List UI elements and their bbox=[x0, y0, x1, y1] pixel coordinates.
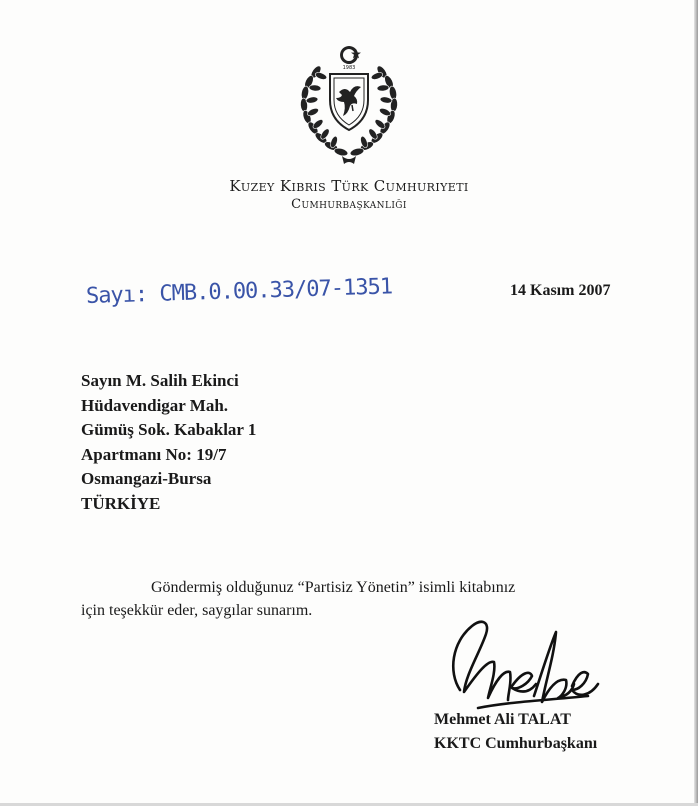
signatory-name: Mehmet Ali TALAT bbox=[434, 711, 571, 728]
signatory-title: KKTC Cumhurbaşkanı bbox=[434, 735, 598, 752]
body-line-2: için teşekkür eder, saygılar sunarım. bbox=[81, 602, 313, 619]
signatory-block bbox=[434, 708, 597, 756]
address-line: Osmangazi-Bursa bbox=[81, 469, 212, 489]
letter-date: 14 Kasım 2007 bbox=[510, 282, 611, 299]
org-office: Cumhurbaşkanlığı bbox=[291, 197, 407, 212]
address-line: Sayın M. Salih Ekinci bbox=[81, 371, 239, 390]
letterhead-org-line-1 bbox=[0, 177, 698, 195]
handwritten-reference-number: Sayı: CMB.0.00.33/07-1351 bbox=[85, 274, 393, 309]
address-line: TÜRKİYE bbox=[81, 493, 161, 513]
org-name: Kuzey Kıbrıs Türk Cumhuriyeti bbox=[229, 177, 469, 195]
address-line: Apartmanı No: 19/7 bbox=[81, 444, 227, 464]
recipient-address bbox=[81, 369, 256, 517]
address-line: Gümüş Sok. Kabaklar 1 bbox=[81, 420, 257, 440]
emblem-year: 1983 bbox=[342, 65, 356, 71]
handwritten-signature bbox=[438, 612, 613, 722]
address-line: Hüdavendigar Mah. bbox=[81, 395, 229, 415]
body-line-1: Göndermiş olduğunuz “Partisiz Yönetin” isimli kitabınız bbox=[151, 579, 516, 596]
paper-edge-shadow bbox=[694, 0, 698, 806]
presidential-emblem-icon bbox=[290, 44, 408, 168]
letterhead-org-line-2 bbox=[0, 197, 698, 212]
